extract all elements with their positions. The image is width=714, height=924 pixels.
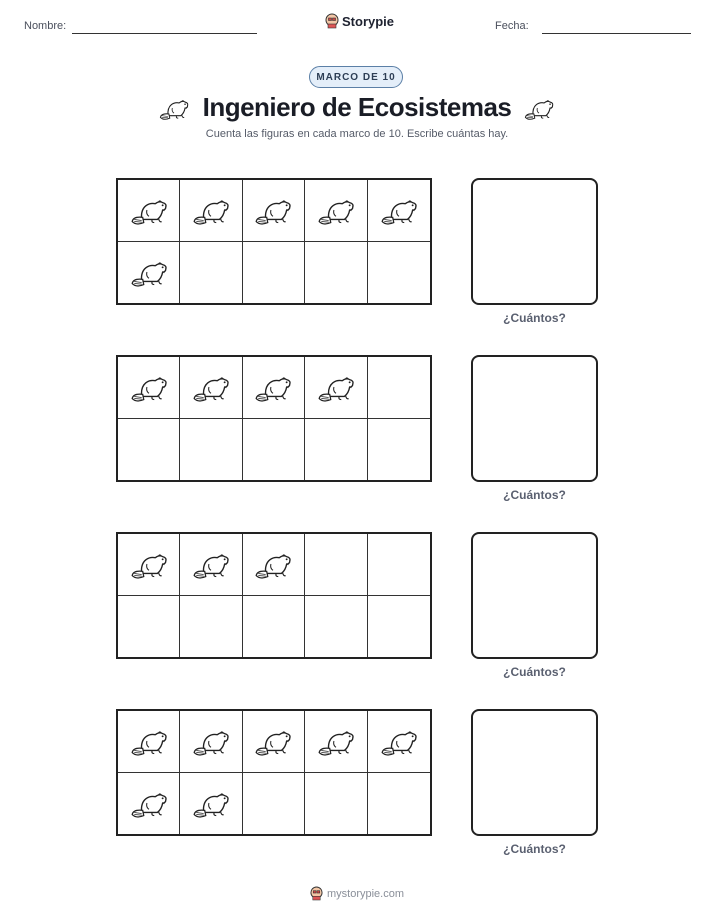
frame-cell — [243, 357, 305, 419]
instructions: Cuenta las figuras en cada marco de 10. Escribe cuántas hay. — [205, 128, 509, 140]
frame-cell — [118, 534, 180, 596]
beaver-icon — [190, 724, 232, 758]
answer-box-4[interactable] — [471, 709, 598, 836]
frame-cell — [243, 419, 305, 481]
frame-cell — [243, 711, 305, 773]
answer-box-2[interactable] — [471, 355, 598, 482]
frame-cell — [118, 242, 180, 304]
ten-frame-3 — [116, 532, 432, 659]
beaver-icon — [190, 370, 232, 404]
beaver-icon — [252, 547, 294, 581]
frame-cell — [305, 419, 367, 481]
frame-cell — [180, 242, 242, 304]
answer-box-3[interactable] — [471, 532, 598, 659]
beaver-icon — [128, 724, 170, 758]
beaver-icon — [378, 724, 420, 758]
frame-cell — [305, 242, 367, 304]
ten-frame-2 — [116, 355, 432, 482]
frame-cell — [243, 242, 305, 304]
date-line[interactable] — [542, 33, 691, 34]
frame-cell — [180, 711, 242, 773]
beaver-icon — [190, 193, 232, 227]
beaver-icon — [315, 370, 357, 404]
storypie-mascot-icon — [325, 13, 339, 29]
beaver-icon — [315, 724, 357, 758]
footer-url[interactable]: mystorypie.com — [326, 887, 405, 900]
beaver-icon — [190, 547, 232, 581]
beaver-icon — [128, 193, 170, 227]
page-title: Ingeniero de Ecosistemas — [202, 92, 512, 122]
frame-cell — [180, 419, 242, 481]
beaver-icon — [315, 193, 357, 227]
frame-cell — [118, 596, 180, 658]
frame-cell — [368, 357, 430, 419]
beaver-icon — [252, 724, 294, 758]
frame-cell — [243, 180, 305, 242]
frame-cell — [118, 773, 180, 835]
beaver-icon — [128, 547, 170, 581]
frame-cell — [305, 711, 367, 773]
frame-cell — [305, 773, 367, 835]
frame-cell — [368, 711, 430, 773]
beaver-icon — [190, 786, 232, 820]
beaver-icon — [252, 370, 294, 404]
frame-cell — [368, 596, 430, 658]
ten-frame-4 — [116, 709, 432, 836]
name-line[interactable] — [72, 33, 257, 34]
beaver-icon — [252, 193, 294, 227]
beaver-icon — [378, 193, 420, 227]
footer — [0, 886, 714, 901]
frame-cell — [180, 773, 242, 835]
beaver-icon — [128, 370, 170, 404]
frame-cell — [180, 357, 242, 419]
frame-cell — [243, 596, 305, 658]
how-many-label-3: ¿Cuántos? — [503, 665, 566, 679]
frame-cell — [368, 419, 430, 481]
how-many-label-1: ¿Cuántos? — [503, 311, 566, 325]
beaver-icon — [522, 94, 556, 122]
frame-cell — [305, 596, 367, 658]
how-many-label-2: ¿Cuántos? — [503, 488, 566, 502]
beaver-icon — [128, 255, 170, 289]
frame-cell — [368, 242, 430, 304]
storypie-mascot-icon — [310, 886, 323, 901]
frame-cell — [180, 596, 242, 658]
frame-cell — [243, 773, 305, 835]
frame-cell — [118, 357, 180, 419]
date-label: Fecha: — [495, 20, 529, 32]
frame-cell — [180, 534, 242, 596]
frame-cell — [305, 180, 367, 242]
ten-frame-1 — [116, 178, 432, 305]
frame-cell — [305, 357, 367, 419]
frame-cell — [368, 773, 430, 835]
name-label: Nombre: — [24, 20, 67, 32]
frame-cell — [180, 180, 242, 242]
frame-cell — [118, 711, 180, 773]
frame-cell — [118, 180, 180, 242]
frame-cell — [243, 534, 305, 596]
frame-cell — [368, 534, 430, 596]
how-many-label-4: ¿Cuántos? — [503, 842, 566, 856]
topic-badge: MARCO DE 10 — [309, 66, 403, 88]
answer-box-1[interactable] — [471, 178, 598, 305]
brand-name: Storypie — [342, 13, 395, 29]
brand-logo — [325, 13, 394, 29]
frame-cell — [118, 419, 180, 481]
beaver-icon — [128, 786, 170, 820]
frame-cell — [305, 534, 367, 596]
frame-cell — [368, 180, 430, 242]
